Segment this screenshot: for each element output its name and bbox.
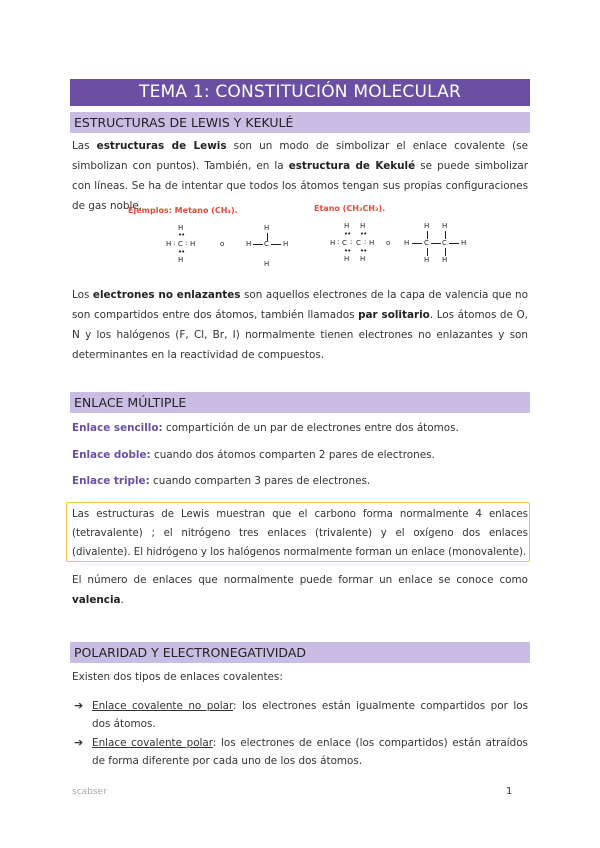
atom-c: C [356, 239, 361, 247]
atom-c: C [178, 240, 183, 248]
bullet-nonpolar [74, 697, 529, 733]
atom-h: H [360, 255, 366, 263]
text-run: son un modo de simbolizar el enlace covalente (se simbolizan con puntos). También, en la [72, 140, 528, 172]
section-heading-polarity: POLARIDAD Y ELECTRONEGATIVIDAD [70, 642, 530, 663]
polarity-intro: Existen dos tipos de enlaces covalentes: [72, 671, 283, 683]
atom-c: C [424, 239, 429, 247]
electron-dots: •• [360, 247, 367, 255]
text-run: El número de enlaces que normalmente puede formar un enlace se conoce como [72, 574, 528, 586]
term-lewis: estructuras de Lewis [96, 140, 227, 152]
atom-h: H [461, 239, 467, 247]
electron-dots: •• [344, 247, 351, 255]
electron-dots: : [337, 238, 339, 246]
atom-h: H [283, 240, 289, 248]
page-title: TEMA 1: CONSTITUCIÓN MOLECULAR [70, 79, 530, 106]
atom-h: H [178, 256, 184, 264]
text-run: . Los átomos de O, N y los halógenos (F, Cl, Br, I) normalmente tienen electrones no enlazantes y son determinantes en la reactividad de compuestos. [72, 309, 528, 361]
term-kekule: estructura de Kekulé [288, 160, 416, 172]
term-polar: Enlace covalente polar [92, 737, 213, 749]
electron-dots: •• [178, 231, 185, 239]
text-run: son aquellos electrones de la capa de valencia que no son compartidos entre dos átomos, también llamados [72, 289, 528, 321]
non-bonding-paragraph [72, 285, 528, 365]
bond-line [427, 231, 428, 239]
valence-paragraph [72, 570, 528, 610]
electron-dots: •• [178, 248, 185, 256]
atom-c: C [264, 240, 269, 248]
term-double-bond: Enlace doble: [72, 449, 151, 461]
lewis-kekule-diagram [128, 204, 488, 270]
bond-line [427, 248, 428, 256]
footer-author: scabser [72, 787, 107, 797]
atom-h: H [166, 240, 172, 248]
atom-h: H [190, 240, 196, 248]
atom-h: H [344, 222, 350, 230]
label-methane: Ejemplos: Metano (CH₄). [128, 206, 238, 215]
page-number: 1 [506, 786, 513, 797]
atom-c: C [442, 239, 447, 247]
atom-h: H [424, 222, 430, 230]
text-run: Las [72, 140, 97, 152]
term-single-bond: Enlace sencillo: [72, 422, 163, 434]
electron-dots: : [185, 239, 187, 247]
text-run: . [120, 594, 124, 606]
electron-dots: : [350, 238, 352, 246]
electron-dots: : [364, 238, 366, 246]
note-text: Las estructuras de Lewis muestran que el carbono forma normalmente 4 enlaces (tetravalente) ; el nitrógeno tres enlaces (trivalente) y el oxígeno dos enlaces (divalente). El hidrógeno y los halógenos normalmente forman un enlace (monovalente). [72, 509, 528, 558]
atom-h: H [264, 224, 270, 232]
electron-dots: •• [344, 230, 351, 238]
bond-line [271, 244, 281, 245]
atom-h: H [246, 240, 252, 248]
bond-line [445, 248, 446, 256]
triple-bond-line [72, 471, 528, 491]
atom-c: C [342, 239, 347, 247]
term-non-bonding: electrones no enlazantes [92, 289, 241, 301]
text-run: cuando dos átomos comparten 2 pares de electrones. [150, 449, 435, 461]
double-bond-line [72, 445, 528, 465]
bond-line [449, 243, 459, 244]
electron-dots: •• [360, 230, 367, 238]
term-triple-bond: Enlace triple: [72, 475, 150, 487]
section-heading-multiple: ENLACE MÚLTIPLE [70, 392, 530, 413]
atom-h: H [369, 239, 375, 247]
bullet-polar [74, 734, 528, 770]
bond-line [412, 243, 422, 244]
arrow-right-icon: ➔ [74, 699, 84, 712]
atom-h: H [264, 260, 270, 268]
or-text: o [220, 240, 225, 248]
text-run: cuando comparten 3 pares de electrones. [149, 475, 371, 487]
term-valence: valencia [72, 594, 121, 606]
atom-h: H [360, 222, 366, 230]
atom-h: H [442, 256, 448, 264]
text-run: : los electrones están igualmente compartidos por los dos átomos. [92, 700, 529, 730]
label-ethane: Etano (CH₃CH₃). [314, 204, 386, 213]
term-nonpolar: Enlace covalente no polar [92, 700, 234, 712]
text-run: compartición de un par de electrones entre dos átomos. [162, 422, 459, 434]
text-run: Los [72, 289, 93, 301]
bond-line [431, 243, 441, 244]
text-run: se puede simbolizar con líneas. Se ha de intentar que todos los átomos tengan sus propias configuraciones de gas noble. [72, 160, 528, 212]
text-run: : los electrones de enlace (los compartidos) están atraídos de forma diferente por cada uno de los dos átomos. [92, 737, 528, 767]
atom-h: H [344, 255, 350, 263]
electron-dots: : [173, 239, 175, 247]
bond-line [253, 244, 263, 245]
bond-line [445, 231, 446, 239]
single-bond-line [72, 418, 528, 438]
atom-h: H [330, 239, 336, 247]
atom-h: H [178, 224, 184, 232]
term-lone-pair: par solitario [358, 309, 430, 321]
atom-h: H [442, 222, 448, 230]
arrow-right-icon: ➔ [74, 736, 84, 749]
or-text: o [386, 239, 391, 247]
atom-h: H [404, 239, 410, 247]
section-heading-lewis: ESTRUCTURAS DE LEWIS Y KEKULÉ [70, 112, 530, 133]
atom-h: H [424, 256, 430, 264]
